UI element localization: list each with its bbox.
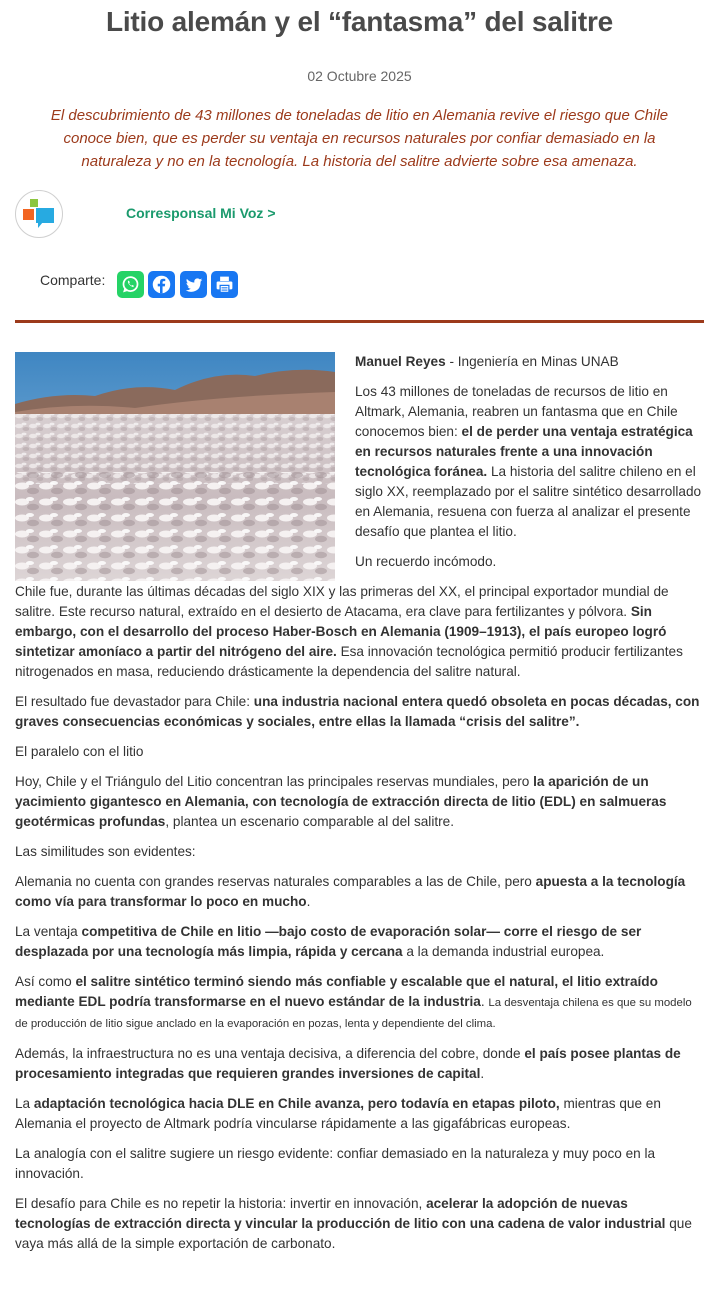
author-avatar[interactable]: [15, 190, 63, 238]
text: Esa innovación tecnológica permitió producir fertilizantes nitrogenados en masa, reduciendo drásticamente la dependencia del salitre natural.: [15, 644, 683, 679]
text: Los 43 millones de toneladas de recursos de litio en Altmark, Alemania, reabren un fantasma que en Chile conocemos bien:: [355, 384, 678, 439]
subheading-3: Las similitudes son evidentes:: [15, 844, 196, 859]
twitter-share-button[interactable]: [180, 271, 207, 298]
text: mientras que en Alemania el proyecto de Altmark podría vincularse rápidamente a las gigafábricas europeas.: [15, 1096, 661, 1131]
text: Hoy, Chile y el Triángulo del Litio concentran las principales reservas mundiales, pero: [15, 774, 534, 789]
print-share-button[interactable]: [211, 271, 238, 298]
text: Así como: [15, 974, 76, 989]
text: Chile fue, durante las últimas décadas del siglo XIX y las primeras del XX, el principal exportador mundial de salitre. Este recurso natural, extraído en el desierto de Atacama, era clave para fertilizantes y pólvora.: [15, 584, 669, 619]
logo-blue-bubble: [36, 208, 54, 223]
paragraph-6: [15, 922, 704, 962]
text: La: [15, 1096, 34, 1111]
text: .: [480, 1066, 485, 1081]
text: Además, la infraestructura no es una ventaja decisiva, a diferencia del cobre, donde: [15, 1046, 525, 1061]
logo-orange-square: [23, 209, 34, 220]
subheading-2: El paralelo con el litio: [15, 744, 144, 759]
text: El desafío para Chile es no repetir la historia: invertir en innovación,: [15, 1196, 427, 1211]
text: que vaya más allá de la simple exportación de carbonato.: [15, 1216, 692, 1251]
bold-text: competitiva de Chile en litio —bajo costo de evaporación solar— corre el riesgo de ser desplazada por una tecnología más limpia, rápida y cercana: [15, 924, 642, 959]
paragraph-11: [15, 1194, 704, 1254]
byline-name: Manuel Reyes: [355, 354, 446, 369]
text: .: [480, 994, 489, 1009]
bold-text: una industria nacional entera quedó obsoleta en pocas décadas, con graves consecuencias económicas y sociales, entre ellas la llamada “crisis del salitre”.: [15, 694, 700, 729]
print-icon: [214, 274, 235, 295]
text: .: [306, 894, 311, 909]
subheading-1: Un recuerdo incómodo.: [355, 554, 497, 569]
logo-green-square: [30, 199, 38, 207]
bold-text: la aparición de un yacimiento gigantesco en Alemania, con tecnología de extracción directa de litio (EDL) en salmueras geotérmicas profundas: [15, 774, 667, 829]
whatsapp-icon: [120, 274, 141, 295]
text: Alemania no cuenta con grandes reservas naturales comparables a las de Chile, pero: [15, 874, 536, 889]
header-divider: [15, 320, 704, 323]
bold-text: adaptación tecnológica hacia DLE en Chile avanza, pero todavía en etapas piloto,: [33, 1096, 560, 1111]
bold-text: el país posee plantas de procesamiento integradas que requieren grandes inversiones de capital: [15, 1046, 681, 1081]
paragraph-10: La analogía con el salitre sugiere un riesgo evidente: confiar demasiado en la naturaleza y muy poco en la innovación.: [15, 1146, 656, 1181]
bold-text: apuesta a la tecnología como vía para transformar lo poco en mucho: [15, 874, 686, 909]
author-link[interactable]: Corresponsal Mi Voz >: [126, 205, 276, 221]
paragraph-2: [15, 582, 704, 682]
text: El resultado fue devastador para Chile:: [15, 694, 254, 709]
facebook-icon: [151, 274, 172, 295]
bold-text: el salitre sintético terminó siendo más confiable y escalable que el natural, el litio extraído mediante EDL podría transformarse en el nuevo estándar de la industria: [15, 974, 658, 1009]
small-text: La desventaja chilena es que su modelo de producción de litio sigue anclado en la evaporación en pozas, lenta y dependiente del clima.: [15, 997, 692, 1030]
paragraph-9: [15, 1094, 704, 1134]
paragraph-7: [15, 972, 704, 1034]
text: a la demanda industrial europea.: [402, 944, 605, 959]
paragraph-3: [15, 692, 704, 732]
bold-text: Sin embargo, con el desarrollo del proceso Haber-Bosch en Alemania (1909–1913), el país europeo logró sintetizar amoníaco a partir del nitrógeno del aire.: [15, 604, 667, 659]
paragraph-5: [15, 872, 704, 912]
whatsapp-share-button[interactable]: [117, 271, 144, 298]
paragraph-4: [15, 772, 704, 832]
share-label: Comparte:: [40, 272, 106, 288]
paragraph-8: [15, 1044, 704, 1084]
facebook-share-button[interactable]: [148, 271, 175, 298]
twitter-icon: [184, 275, 204, 295]
article-title: Litio alemán y el “fantasma” del salitre: [105, 6, 614, 37]
article-lead: El descubrimiento de 43 millones de toneladas de litio en Alemania revive el riesgo que Chile conoce bien, que es perder su ventaja en recursos naturales por confiar demasiado en la naturaleza y no en la tecnología. La historia del salitre advierte sobre esa amenaza.: [50, 107, 669, 170]
logo-bubble-tail: [38, 222, 43, 228]
text: La historia del salitre chileno en el siglo XX, reemplazado por el salitre sintético desarrollado en Alemania, resuena con fuerza al analizar el presente desafío que plantea el litio.: [355, 464, 702, 539]
image-float-spacer: [15, 352, 355, 581]
text: La ventaja: [15, 924, 82, 939]
bold-text: el de perder una ventaja estratégica en recursos naturales frente a una innovación tecnológica foránea.: [355, 424, 693, 479]
text: , plantea un escenario comparable al del salitre.: [165, 814, 454, 829]
article-body: [15, 352, 704, 1264]
article-date: 02 Octubre 2025: [307, 68, 412, 84]
bold-text: acelerar la adopción de nuevas tecnologías de extracción directa y vincular la producción de litio con una cadena de valor industrial: [15, 1196, 666, 1231]
byline-role: - Ingeniería en Minas UNAB: [445, 354, 619, 369]
